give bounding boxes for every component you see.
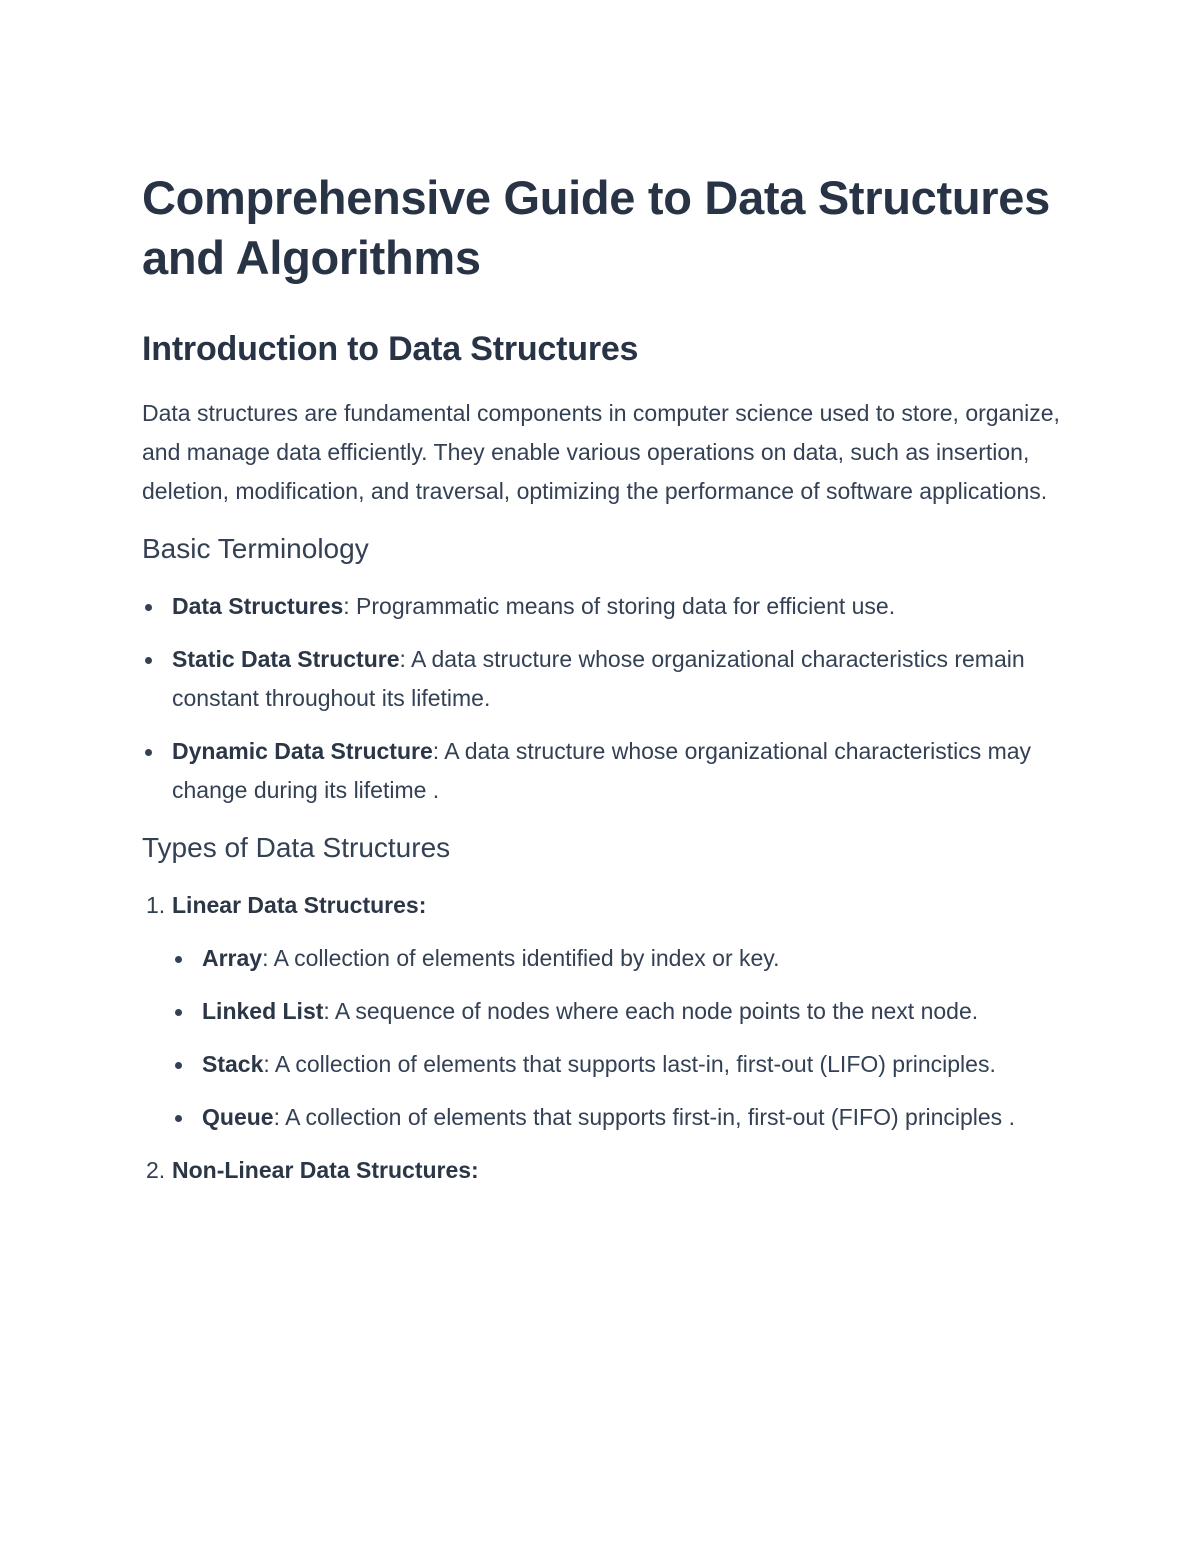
term-label: Stack xyxy=(202,1051,264,1077)
term-separator: : xyxy=(323,998,330,1024)
document-title: Comprehensive Guide to Data Structures and Algorithms xyxy=(142,171,1050,284)
group-label: Non-Linear Data Structures: xyxy=(172,1157,479,1183)
intro-paragraph: Data structures are fundamental components in computer science used to store, organize, and manage data efficiently. They enable various operations on data, such as insertion, deletion, modification, and traversal, optimizing the performance of software applications. xyxy=(142,400,1060,504)
terminology-item xyxy=(142,640,1072,718)
term-description: A data structure whose organizational characteristics remain constant throughout its lifetime. xyxy=(172,646,1025,711)
terminology-item xyxy=(142,587,1072,626)
term-description: A sequence of nodes where each node points to the next node. xyxy=(329,998,979,1024)
term-separator: : xyxy=(432,738,440,764)
term-separator: : xyxy=(273,1104,280,1130)
term-label: Dynamic Data Structure xyxy=(172,738,433,764)
terminology-list xyxy=(142,587,1072,810)
item-number: 2. xyxy=(146,1157,166,1183)
linear-type-item xyxy=(172,1045,1072,1084)
group-label: Linear Data Structures: xyxy=(172,892,427,918)
item-number: 1. xyxy=(146,892,166,918)
term-label: Static Data Structure xyxy=(172,646,400,672)
linear-types-list xyxy=(172,939,1072,1137)
term-separator: : xyxy=(343,593,350,619)
term-label: Queue xyxy=(202,1104,274,1130)
term-label: Data Structures xyxy=(172,593,344,619)
term-description: A collection of elements that supports first-in, first-out (FIFO) principles . xyxy=(279,1104,1015,1130)
term-description: A collection of elements identified by index or key. xyxy=(268,945,780,971)
term-separator: : xyxy=(263,1051,270,1077)
term-label: Linked List xyxy=(202,998,324,1024)
linear-type-item xyxy=(172,992,1072,1031)
terminology-heading: Basic Terminology xyxy=(142,533,369,564)
numbered-item-linear xyxy=(142,886,1072,925)
term-description: Programmatic means of storing data for efficient use. xyxy=(349,593,896,619)
term-separator: : xyxy=(262,945,269,971)
term-description: A collection of elements that supports last-in, first-out (LIFO) principles. xyxy=(269,1051,996,1077)
terminology-item xyxy=(142,732,1072,810)
term-description: A data structure whose organizational characteristics may change during its lifetime . xyxy=(172,738,1032,803)
term-label: Array xyxy=(202,945,263,971)
document-content xyxy=(142,168,1072,1190)
linear-type-item xyxy=(172,1098,1072,1137)
intro-heading: Introduction to Data Structures xyxy=(142,330,639,368)
numbered-item-nonlinear xyxy=(142,1151,1072,1190)
linear-type-item xyxy=(172,939,1072,978)
types-heading: Types of Data Structures xyxy=(142,832,451,863)
term-separator: : xyxy=(399,646,406,672)
